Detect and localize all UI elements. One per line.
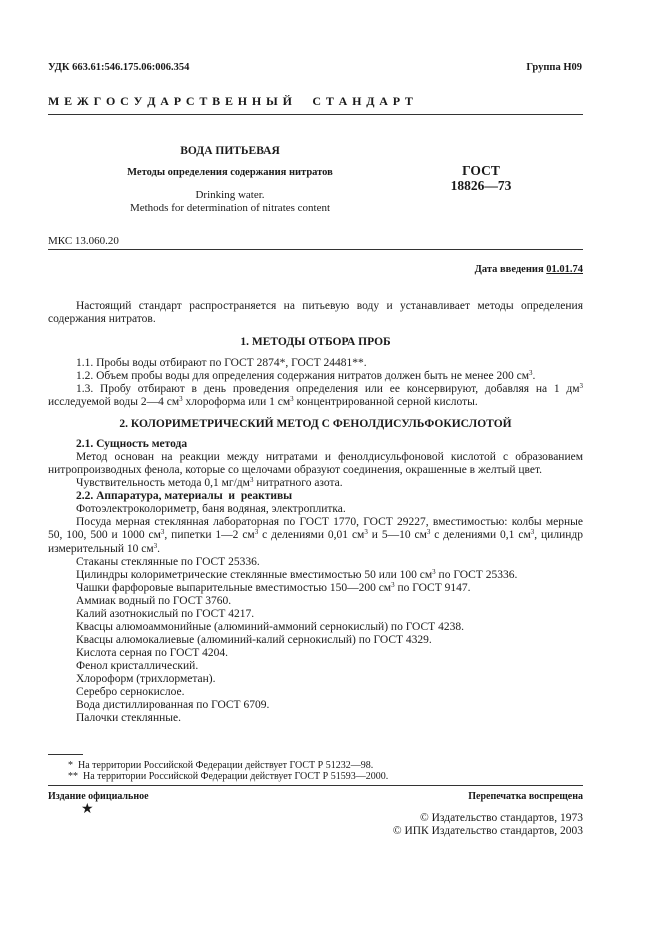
section-2-heading: 2. КОЛОРИМЕТРИЧЕСКИЙ МЕТОД С ФЕНОЛДИСУЛЬФОКИСЛОТОЙ <box>119 418 512 430</box>
mks-divider <box>48 249 583 250</box>
group-code: Группа Н09 <box>526 62 582 73</box>
equipment-item: Посуда мерная стеклянная лабораторная по ГОСТ 1770, ГОСТ 29227, вместимостью: колбы мерные 50, 100, 500 и 1000 $см^3$, пипетки 1—2 $см^3$ с делениями 0,01 $см^3$ и 5—10 $см^3$ с делениями 0,1 $см^3$, цилиндр измерительный 10 $см^3$. <box>48 516 583 555</box>
equipment-item: Фотоэлектроколориметр, баня водяная, электроплитка. <box>76 503 346 515</box>
footnote-1: * На территории Российской Федерации действует ГОСТ Р 51232—98. <box>68 760 374 771</box>
footnote-2: ** На территории Российской Федерации действует ГОСТ Р 51593—2000. <box>68 771 389 782</box>
effective-date <box>475 264 583 275</box>
english-title-line1: Drinking water. <box>195 189 265 201</box>
equipment-item: Фенол кристаллический. <box>76 660 199 672</box>
gost-number: 18826—73 <box>450 178 512 193</box>
equipment-item: Аммиак водный по ГОСТ 3760. <box>76 595 232 607</box>
intro-paragraph: Настоящий стандарт распространяется на питьевую воду и устанавливает методы определения содержания нитратов. <box>48 300 583 326</box>
mks-code: МКС 13.060.20 <box>48 235 119 247</box>
section-1-heading: 1. МЕТОДЫ ОТБОРА ПРОБ <box>240 336 391 348</box>
star-icon: ★ <box>81 802 94 817</box>
english-title-line2: Methods for determination of nitrates content <box>129 202 331 214</box>
effective-date-value: 01.01.74 <box>546 264 583 275</box>
standard-banner: М Е Ж Г О С У Д А Р С Т В Е Н Н Ы Й С Т А Н Д А Р Т <box>48 94 414 108</box>
paragraph-2-1: Метод основан на реакции между нитратами и фенолдисульфоновой кислотой с образованием нитропроизводных фенола, которые со щелочами образуют соединения, окрашенные в желтый цвет. <box>48 451 583 477</box>
document-subtitle: Методы определения содержания нитратов <box>127 167 333 178</box>
equipment-item: Чашки фарфоровые выпарительные вместимостью 150—200 $см^3$ по ГОСТ 9147. <box>76 581 471 594</box>
gost-label: ГОСТ <box>462 163 500 178</box>
equipment-item: Квасцы алюмоаммонийные (алюминий-аммоний сернокислый) по ГОСТ 4238. <box>76 621 464 633</box>
footnote-rule <box>48 754 83 755</box>
subsection-2-2-heading: 2.2. Аппаратура, материалы и реактивы <box>76 490 293 502</box>
copyright-1973: © Издательство стандартов, 1973 <box>419 812 583 824</box>
equipment-item: Стаканы стеклянные по ГОСТ 25336. <box>76 556 260 568</box>
equipment-item: Хлороформ (трихлорметан). <box>76 673 216 685</box>
paragraph-1-2: 1.2. Объем пробы воды для определения содержания нитратов должен быть не менее 200 $см^3$. <box>76 369 536 382</box>
equipment-item: Калий азотнокислый по ГОСТ 4217. <box>76 608 255 620</box>
paragraph-2-1-sensitivity: Чувствительность метода 0,1 $мг/дм^3$ нитратного азота. <box>76 476 343 489</box>
document-title: ВОДА ПИТЬЕВАЯ <box>180 145 280 157</box>
equipment-item: Кислота серная по ГОСТ 4204. <box>76 647 228 659</box>
reprint-notice: Перепечатка воспрещена <box>468 791 583 802</box>
copyright-2003: © ИПК Издательство стандартов, 2003 <box>392 825 583 837</box>
official-edition: Издание официальное <box>48 791 149 802</box>
footer-divider <box>48 785 583 786</box>
effective-date-label: Дата введения <box>474 264 544 275</box>
equipment-item: Цилиндры колориметрические стеклянные вместимостью 50 или 100 $см^3$ по ГОСТ 25336. <box>76 568 518 581</box>
equipment-item: Палочки стеклянные. <box>76 712 181 724</box>
paragraph-1-1: 1.1. Пробы воды отбирают по ГОСТ 2874*, ГОСТ 24481**. <box>76 357 367 369</box>
equipment-item: Вода дистиллированная по ГОСТ 6709. <box>76 699 270 711</box>
equipment-item: Квасцы алюмокалиевые (алюминий-калий сернокислый) по ГОСТ 4329. <box>76 634 432 646</box>
udk-code: УДК 663.61:546.175.06:006.354 <box>48 62 190 73</box>
paragraph-1-3: 1.3. Пробу отбирают в день проведения определения или ее консервируют, добавляя на 1 $дм^3$ исследуемой воды 2—4 $см^3$ хлороформа или 1 $см^3$ концентрированной серной кислоты. <box>48 382 583 409</box>
equipment-item: Серебро сернокислое. <box>76 686 185 698</box>
subsection-2-1-heading: 2.1. Сущность метода <box>76 438 188 450</box>
header-divider <box>48 114 583 115</box>
